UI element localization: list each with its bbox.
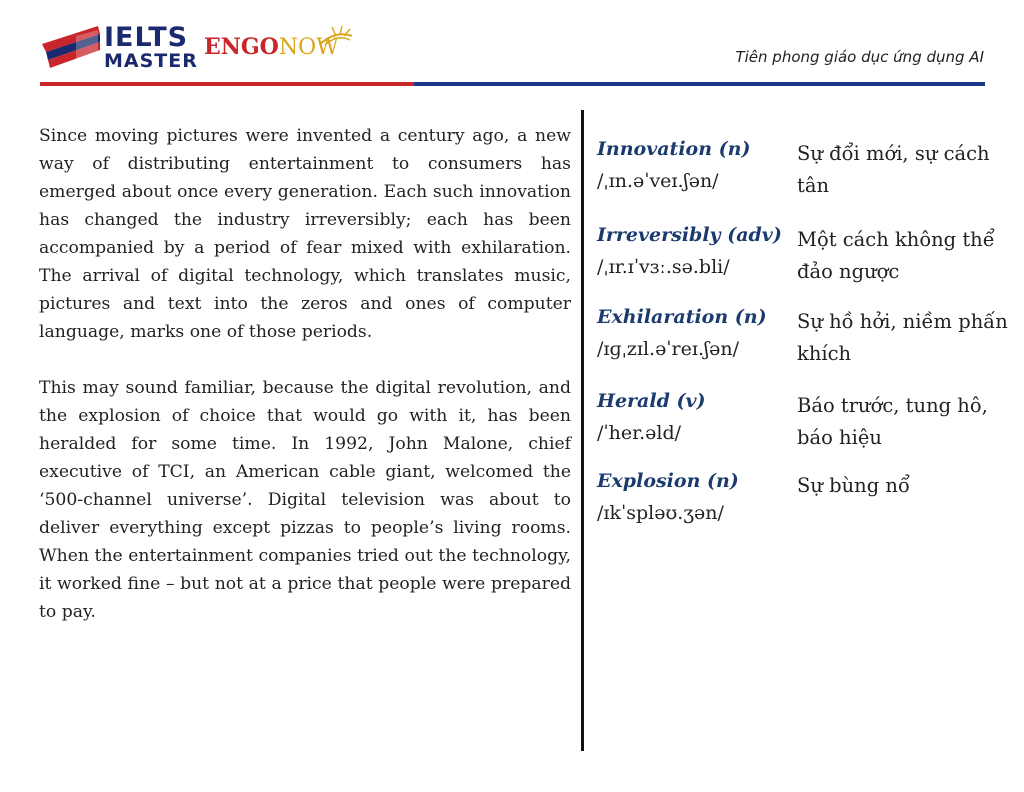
passage-paragraph: This may sound familiar, because the digital revolution, and the explosion of choice that would go with it, has been heralded for some time. In 1992, John Malone, chief executive of TCI, an American cable giant, welcomed the ‘500-channel universe’. Digital television was about to deliver everything except pizzas to people’s living rooms. When the entertainment companies tried out the technology, it worked fine – but not at a price that people were prepared to pay.: [39, 378, 571, 622]
book-stack-icon: [40, 22, 102, 70]
logo-text-ielts: IELTS: [104, 22, 189, 53]
tagline: Tiên phong giáo dục ứng dụng AI: [735, 48, 984, 66]
header-bar-red: [40, 82, 414, 86]
vocabulary-list: [597, 134, 1017, 536]
vocab-ipa: /ɪkˈspləʊ.ʒən/: [597, 502, 724, 524]
vocab-ipa: /ɪɡˌzɪl.əˈreɪ.ʃən/: [597, 338, 740, 360]
vocab-term: Explosion (n): [597, 470, 739, 492]
vocab-entry: [597, 386, 1017, 466]
vocab-ipa: /ˌɪr.ɪˈvɜː.sə.bli/: [597, 256, 730, 278]
vocab-ipa: /ˌɪn.əˈveɪ.ʃən/: [597, 170, 719, 192]
page-header: [0, 0, 1024, 90]
vocab-meaning: Một cách không thể đảo ngược: [797, 228, 995, 283]
vocab-term: Irreversibly (adv): [597, 224, 782, 246]
engonow-logo-part1: ENGO: [204, 34, 279, 60]
vocab-entry: [597, 220, 1017, 302]
vocab-meaning: Sự bùng nổ: [797, 474, 910, 497]
vocab-term: Herald (v): [597, 390, 706, 412]
vocab-meaning: Báo trước, tung hô, báo hiệu: [797, 394, 988, 449]
column-divider: [581, 110, 584, 751]
vocab-ipa: /ˈher.əld/: [597, 422, 682, 444]
header-bar-blue: [414, 82, 985, 86]
vocab-term: Innovation (n): [597, 138, 751, 160]
vocab-entry: [597, 302, 1017, 386]
vocab-term: Exhilaration (n): [597, 306, 767, 328]
vocab-entry: [597, 134, 1017, 220]
vocab-meaning: Sự hồ hởi, niềm phấn khích: [797, 310, 1008, 365]
logo-text-master: MASTER: [104, 50, 198, 72]
reading-passage: [39, 122, 571, 654]
sunrise-icon: [318, 26, 354, 46]
ielts-master-logo: [40, 18, 198, 74]
engonow-logo-part2: NOW: [278, 35, 339, 60]
vocab-entry: [597, 466, 1017, 536]
vocab-meaning: Sự đổi mới, sự cách tân: [797, 142, 990, 197]
passage-paragraph: Since moving pictures were invented a century ago, a new way of distributing entertainment to consumers has emerged about once every generation. Each such innovation has changed the industry irreversibly; each has been accompanied by a period of fear mixed with exhilaration. The arrival of digital technology, which translates music, pictures and text into the zeros and ones of computer language, marks one of those periods.: [39, 126, 571, 342]
